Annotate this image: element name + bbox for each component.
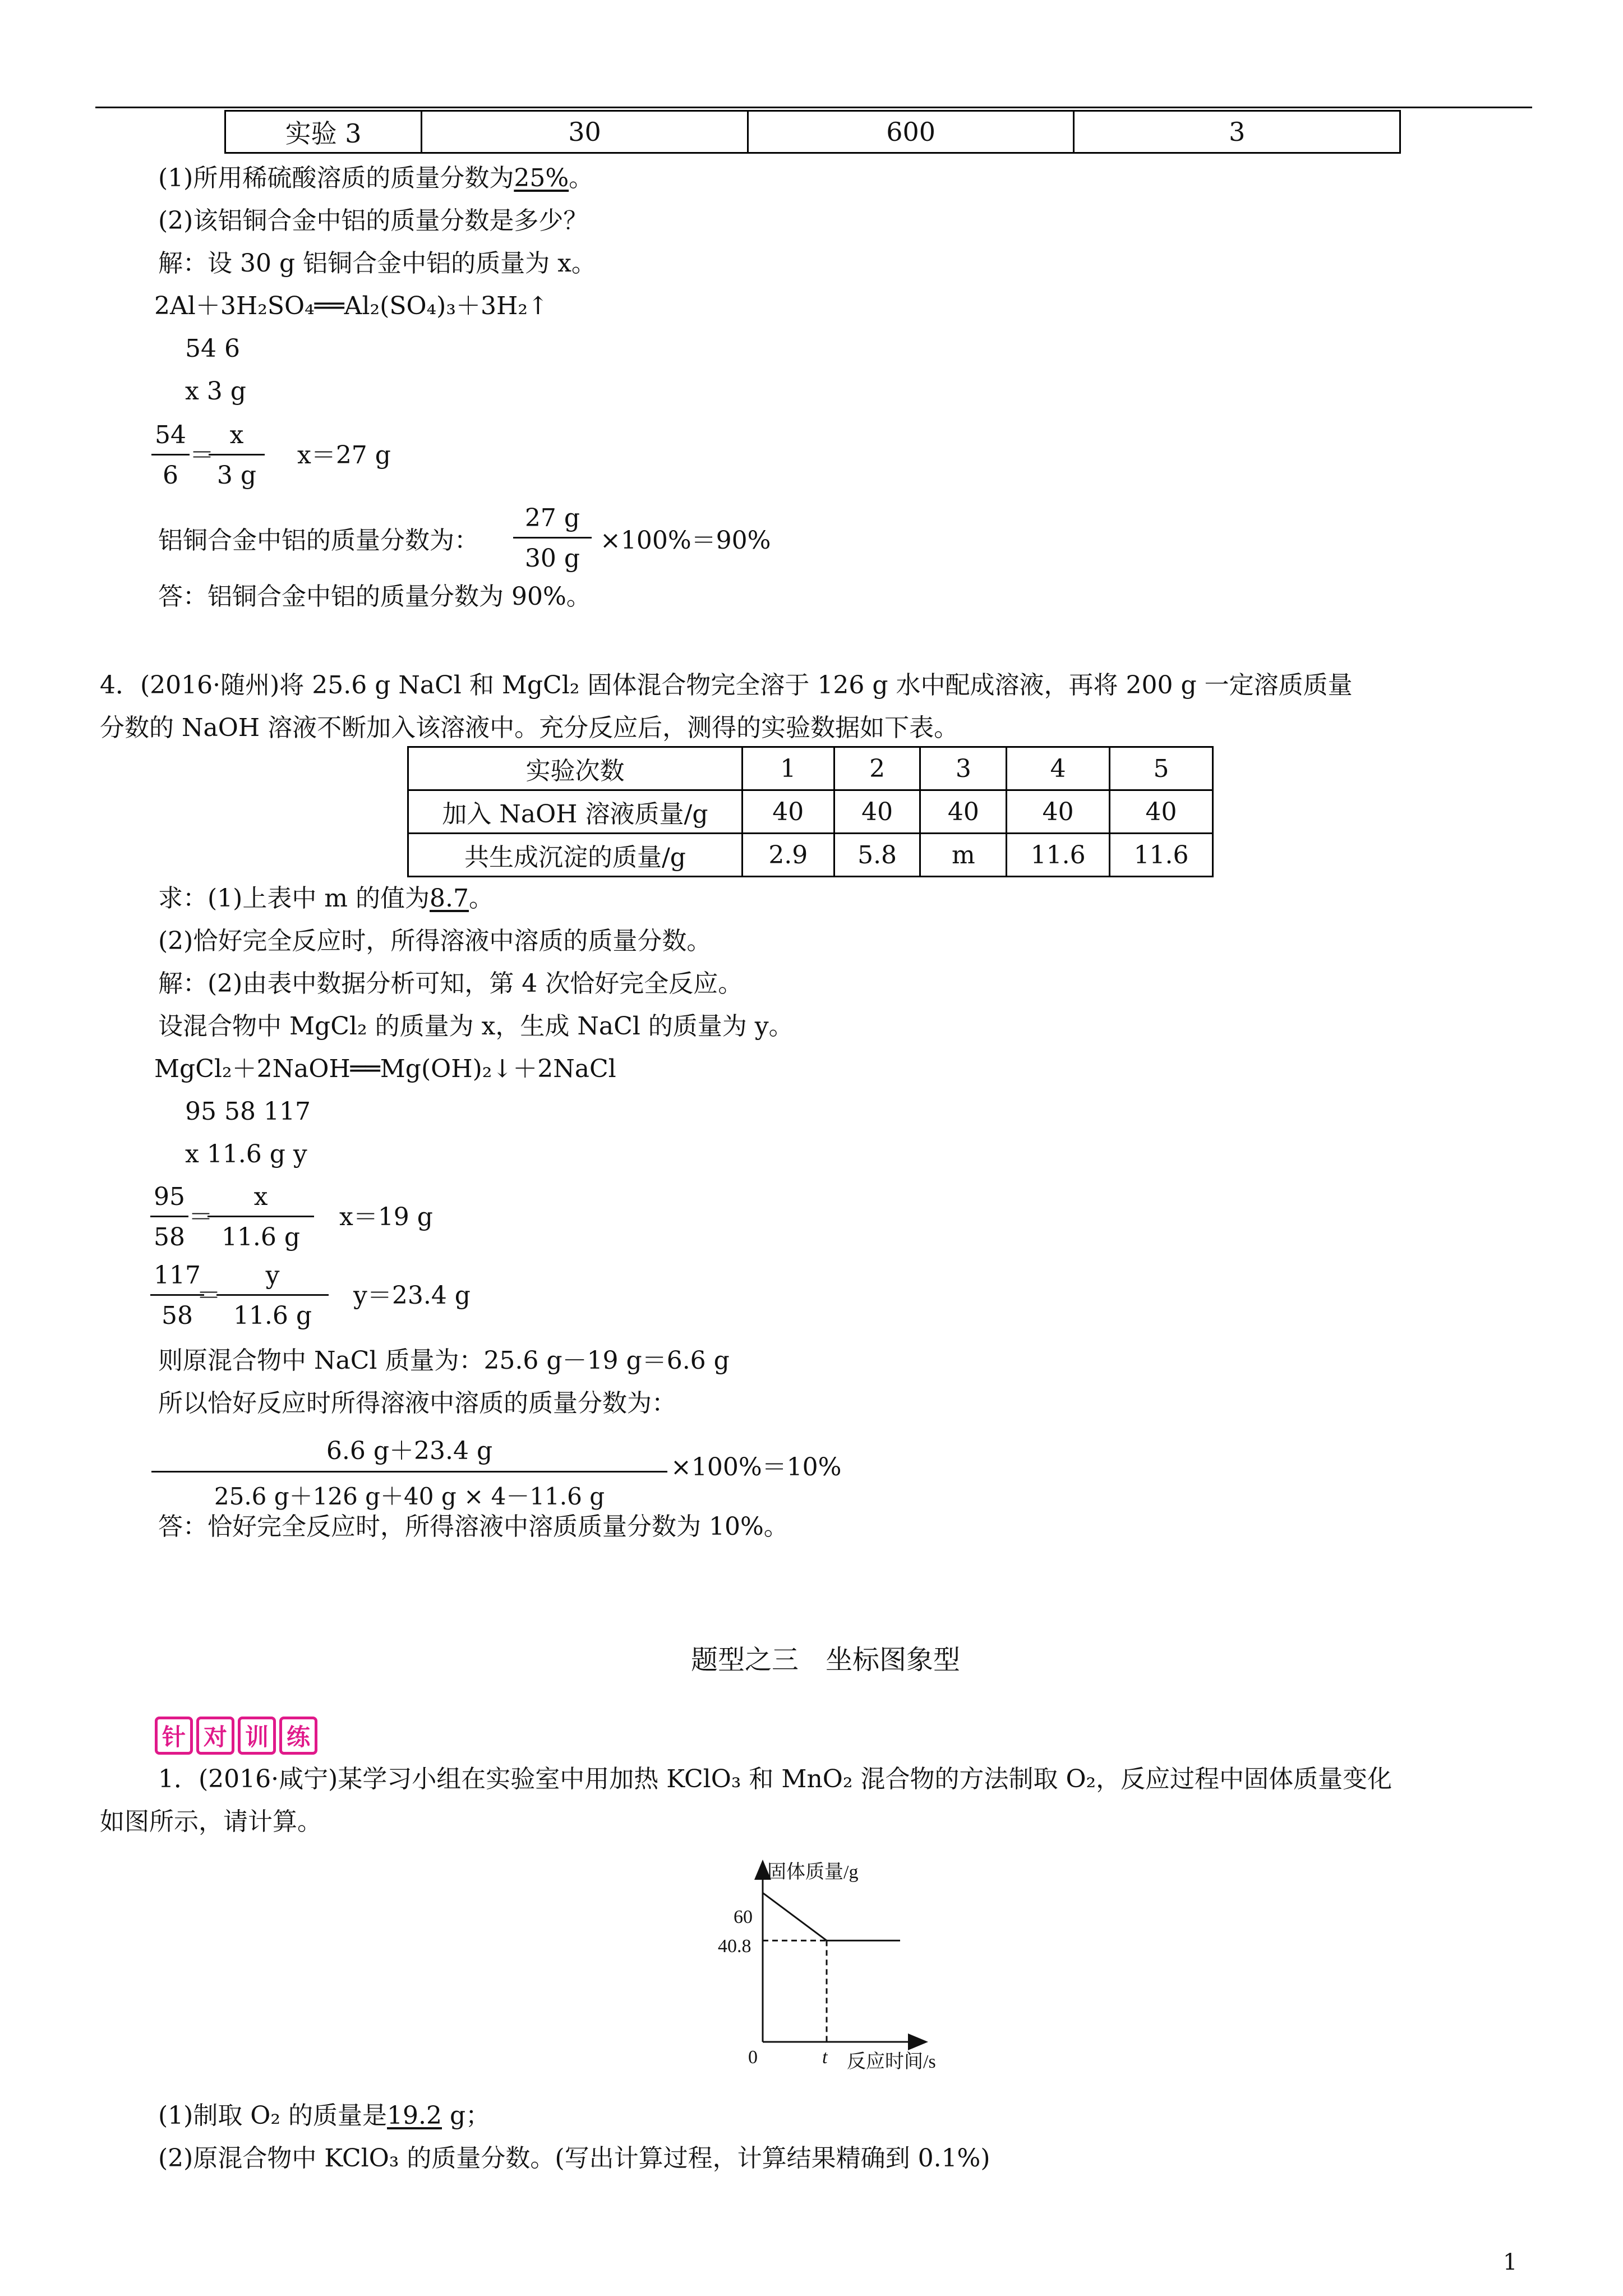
- q3-part2: (2)该铝铜合金中铝的质量分数是多少？: [158, 206, 588, 235]
- fraction-95-58: $\frac{95}{58}$: [150, 1182, 188, 1251]
- q3-equation: 2Al＋3H₂SO₄══Al₂(SO₄)₃＋3H₂↑: [154, 292, 548, 320]
- q4-nacl-mass: 则原混合物中 NaCl 质量为：25.6 g－19 g＝6.6 g: [158, 1346, 730, 1375]
- solid-mass-chart: [695, 1851, 1009, 2076]
- table-cell: 共生成沉淀的质量/g: [408, 834, 743, 877]
- fraction-y-11-6g: $\frac{y}{11.6 g}$: [216, 1261, 329, 1330]
- q1-stem-line1: 1．(2016·咸宁)某学习小组在实验室中用加热 KClO₃ 和 MnO₂ 混合物的方法制取 O₂，反应过程中固体质量变化: [158, 1765, 1393, 1793]
- equals-sign: ＝: [188, 1203, 213, 1231]
- q1-stem-line2: 如图所示，请计算。: [100, 1807, 322, 1836]
- q1-question2: (2)原混合物中 KClO₃ 的质量分数。(写出计算过程，计算结果精确到 0.1%): [158, 2144, 990, 2173]
- q4-ratio-row1: 95 58 117: [185, 1097, 311, 1126]
- q1-answer1: (1)制取 O₂ 的质量是19.2 g；: [158, 2101, 491, 2130]
- fraction-final-percent: $\frac{6.6 g+23.4 g}{25.6 g+126 g+40 g \times 4-11.6 g}$: [151, 1430, 667, 1512]
- fraction-x-3g: $\frac{x}{3 g}$: [209, 421, 265, 490]
- q4-solution-2: 设混合物中 MgCl₂ 的质量为 x，生成 NaCl 的质量为 y。: [158, 1012, 794, 1041]
- y-tick-60: 60: [734, 1907, 753, 1927]
- table-row: [225, 111, 1400, 153]
- fraction-54-6: $\frac{54}{6}$: [151, 421, 190, 490]
- q3-result-x: x＝27 g: [297, 441, 391, 470]
- table-row: [408, 747, 1213, 790]
- table-cell: 40: [834, 790, 920, 834]
- q3-part1: (1)所用稀硫酸溶质的质量分数为25%。: [158, 164, 594, 192]
- table-cell: 5: [1110, 747, 1213, 790]
- x-tick-0: 0: [748, 2047, 758, 2068]
- q4-stem-line2: 分数的 NaOH 溶液不断加入该溶液中。充分反应后，测得的实验数据如下表。: [100, 714, 959, 742]
- training-badge: [155, 1717, 317, 1755]
- badge-char: 针: [155, 1717, 193, 1755]
- page-number: 1: [1503, 2249, 1518, 2275]
- q4-equation: MgCl₂＋2NaOH══Mg(OH)₂↓＋2NaCl: [154, 1055, 616, 1083]
- badge-char: 训: [238, 1717, 276, 1755]
- q4-answer: 答：恰好完全反应时，所得溶液中溶质质量分数为 10%。: [158, 1512, 789, 1541]
- table-cell: 3: [1074, 111, 1400, 153]
- table-cell: 40: [742, 790, 834, 834]
- fraction-117-58: $\frac{117}{58}$: [150, 1261, 204, 1330]
- answer-blank: 8.7: [430, 884, 469, 913]
- table-cell: 40: [1110, 790, 1213, 834]
- q3-percent-result: ×100%＝90%: [600, 526, 771, 555]
- fraction-x-11-6g: $\frac{x}{11.6 g}$: [208, 1182, 314, 1251]
- experiment-3-table: [224, 110, 1401, 154]
- badge-char: 对: [196, 1717, 234, 1755]
- table-cell: 40: [920, 790, 1007, 834]
- table-cell: 5.8: [834, 834, 920, 877]
- q4-stem-line1: 4．(2016·随州)将 25.6 g NaCl 和 MgCl₂ 固体混合物完全溶于 126 g 水中配成溶液，再将 200 g 一定溶质质量: [100, 671, 1353, 700]
- q4-result-y: y＝23.4 g: [353, 1281, 471, 1310]
- equals-sign: ＝: [196, 1281, 221, 1310]
- y-axis-label: 固体质量/g: [767, 1862, 859, 1883]
- table-cell: 40: [1007, 790, 1110, 834]
- q3-percent-label: 铝铜合金中铝的质量分数为：: [158, 526, 479, 555]
- table-cell: 11.6: [1007, 834, 1110, 877]
- answer-blank: 19.2: [387, 2101, 442, 2130]
- q4-percent-result: ×100%＝10%: [671, 1453, 842, 1481]
- table-cell: 30: [422, 111, 748, 153]
- table-row: [408, 790, 1213, 834]
- series-segment: [763, 1893, 827, 1940]
- equals-sign: ＝: [190, 441, 214, 470]
- q4-ask2: (2)恰好完全反应时，所得溶液中溶质的质量分数。: [158, 927, 712, 955]
- q4-solution-1: 解：(2)由表中数据分析可知，第 4 次恰好完全反应。: [158, 969, 743, 998]
- q4-result-x: x＝19 g: [339, 1203, 433, 1231]
- y-tick-40-8: 40.8: [718, 1936, 751, 1957]
- header-rule: [95, 107, 1532, 108]
- table-cell: 加入 NaOH 溶液质量/g: [408, 790, 743, 834]
- table-cell: 实验次数: [408, 747, 743, 790]
- q3-ratio-row2: x 3 g: [185, 377, 246, 406]
- badge-char: 练: [279, 1717, 317, 1755]
- fraction-27g-30g: $\frac{27 g}{30 g}$: [513, 504, 592, 573]
- table-cell: 1: [742, 747, 834, 790]
- table-cell: 2: [834, 747, 920, 790]
- table-cell: 2.9: [742, 834, 834, 877]
- table-cell: m: [920, 834, 1007, 877]
- x-tick-t: t: [822, 2047, 828, 2068]
- q3-ratio-row1: 54 6: [185, 334, 240, 363]
- table-cell: 600: [748, 111, 1074, 153]
- q3-solution-intro: 解：设 30 g 铝铜合金中铝的质量为 x。: [158, 249, 596, 278]
- q4-ratio-row2: x 11.6 g y: [185, 1140, 307, 1168]
- table-row: [408, 834, 1213, 877]
- table-cell: 11.6: [1110, 834, 1213, 877]
- table-cell: 4: [1007, 747, 1110, 790]
- x-axis-label: 反应时间/s: [847, 2051, 936, 2072]
- section-title: 题型之三 坐标图象型: [691, 1644, 961, 1676]
- q3-answer: 答：铝铜合金中铝的质量分数为 90%。: [158, 582, 591, 611]
- table-cell: 实验 3: [225, 111, 422, 153]
- q4-ask1: 求：(1)上表中 m 的值为8.7。: [158, 884, 494, 913]
- q4-percent-intro: 所以恰好反应时所得溶液中溶质的质量分数为：: [158, 1389, 676, 1418]
- q4-data-table: [407, 746, 1214, 877]
- answer-blank: 25%: [514, 164, 569, 192]
- table-cell: 3: [920, 747, 1007, 790]
